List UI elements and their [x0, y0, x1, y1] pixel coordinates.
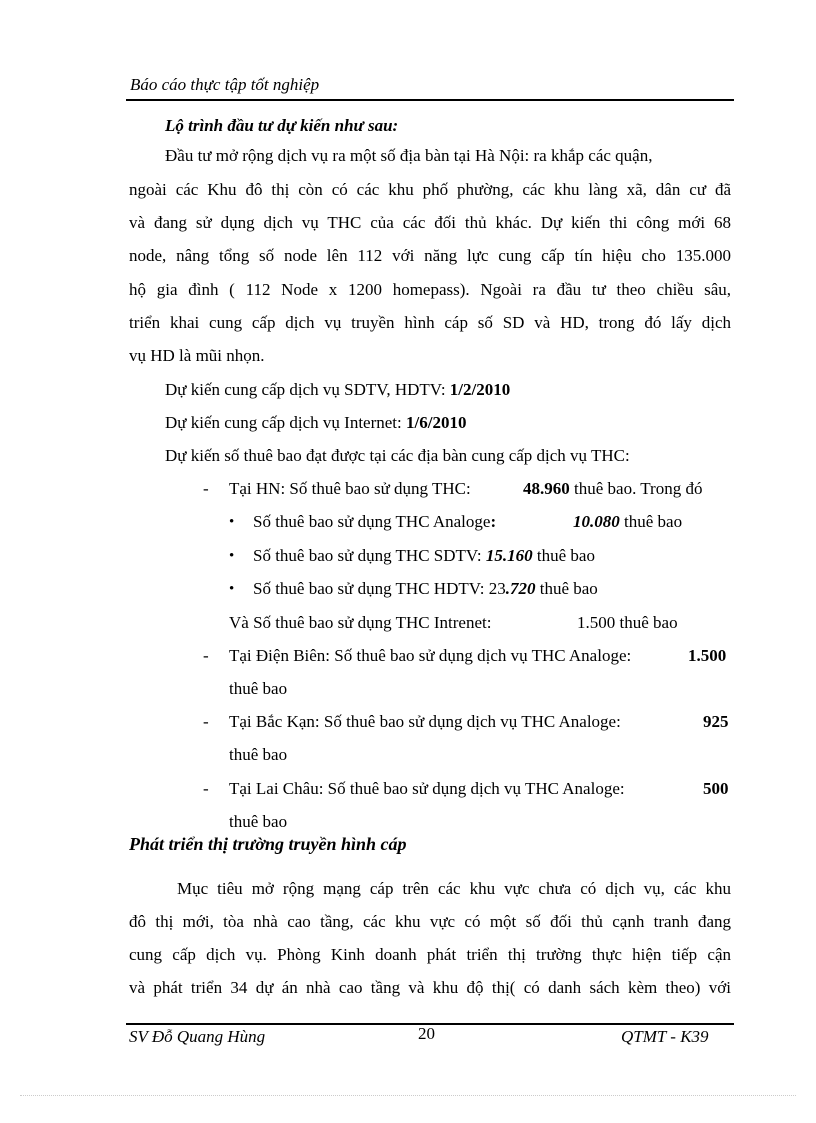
footer-author: SV Đỗ Quang Hùng [129, 1027, 266, 1046]
paragraph-line-3: và đang sử dụng dịch vụ THC của các đối thủ khác. Dự kiến thi công mới 68 [129, 213, 731, 232]
hn-analoge-colon: : [490, 512, 497, 531]
paragraph-line-2: ngoài các Khu đô thị còn có các khu phố phường, các khu làng xã, dân cư đã [129, 180, 731, 199]
hn-sdtv-label: Số thuê bao sử dụng THC SDTV: [253, 546, 482, 565]
sdtv-label: Dự kiến cung cấp dịch vụ SDTV, HDTV: [165, 380, 450, 399]
hn-hdtv-value-plain: 23 [488, 579, 506, 598]
page-number: 20 [418, 1024, 435, 1043]
paragraph-line-5: hộ gia đình ( 112 Node x 1200 homepass). Ngoài ra đầu tư theo chiều sâu, [129, 280, 731, 299]
bac-kan-value: 925 [703, 712, 729, 731]
hn-value: 48.960 [523, 479, 570, 498]
dien-bien-value: 1.500 [688, 646, 727, 665]
hn-internet-label: Và Số thuê bao sử dụng THC Intrenet: [229, 613, 492, 632]
header-rule [126, 99, 734, 101]
lai-chau-unit: thuê bao [229, 812, 288, 831]
paragraph2-line-4: và phát triển 34 dự án nhà cao tầng và khu độ thị( có danh sách kèm theo) với [129, 978, 731, 997]
bac-kan-unit: thuê bao [229, 745, 288, 764]
list-dash: - [203, 479, 209, 498]
paragraph2-line-3: cung cấp dịch vụ. Phòng Kinh doanh phát triển thị trường thực hiện tiếp cận [129, 945, 731, 964]
section-heading-investment-roadmap: Lộ trình đầu tư dự kiến như sau: [165, 116, 399, 135]
list-dash: - [203, 712, 209, 731]
hn-analoge-text: Số thuê bao sử dụng THC Analoge [253, 512, 491, 531]
bullet-icon: • [229, 548, 235, 564]
paragraph2-line-2: đô thị mới, tòa nhà cao tầng, các khu vực có một số đối thủ cạnh tranh đang [129, 912, 731, 931]
lai-chau-label: Tại Lai Châu: Số thuê bao sử dụng dịch vụ THC Analoge: [229, 779, 625, 798]
hn-sdtv-line [253, 546, 595, 566]
bac-kan-label: Tại Bắc Kạn: Số thuê bao sử dụng dịch vụ THC Analoge: [229, 712, 621, 731]
hn-sdtv-unit: thuê bao [532, 546, 595, 565]
lai-chau-value: 500 [703, 779, 729, 798]
paragraph-line-6: triển khai cung cấp dịch vụ truyền hình cáp số SD và HD, trong đó lấy dịch [129, 313, 731, 332]
paragraph-line-1: Đầu tư mở rộng dịch vụ ra một số địa bàn tại Hà Nội: ra khắp các quận, [165, 146, 653, 165]
dien-bien-label: Tại Điện Biên: Số thuê bao sử dụng dịch vụ THC Analoge: [229, 646, 632, 665]
hn-analoge-unit: thuê bao [619, 512, 683, 531]
hn-analoge-value: 10.080 [573, 512, 620, 531]
subscribers-intro: Dự kiến số thuê bao đạt được tại các địa bàn cung cấp dịch vụ THC: [165, 446, 630, 465]
hn-hdtv-label: Số thuê bao sử dụng THC HDTV: [253, 579, 485, 598]
footer-class-code: QTMT - K39 [621, 1027, 709, 1046]
page-header-title: Báo cáo thực tập tốt nghiệp [130, 75, 320, 94]
internet-label: Dự kiến cung cấp dịch vụ Internet: [165, 413, 406, 432]
hn-hdtv-value-bold: .720 [505, 579, 536, 598]
sdtv-hdtv-date-line [165, 380, 510, 400]
bullet-icon: • [229, 581, 235, 597]
paragraph-line-7: vụ HD là mũi nhọn. [129, 346, 265, 365]
hn-sdtv-value: 15.160 [485, 546, 533, 565]
hn-hdtv-line [253, 579, 598, 599]
dien-bien-unit: thuê bao [229, 679, 288, 698]
bullet-icon: • [229, 514, 235, 530]
internet-date-line [165, 413, 466, 433]
paragraph-line-4: node, nâng tổng số node lên 112 với năng lực cung cấp tín hiệu cho 135.000 [129, 246, 731, 265]
hn-label: Tại HN: Số thuê bao sử dụng THC: [229, 479, 471, 498]
hn-value-line [523, 479, 702, 499]
hn-suffix: thuê bao. Trong đó [569, 479, 703, 498]
list-dash: - [203, 779, 209, 798]
hn-analoge-value-line [573, 512, 682, 532]
sdtv-date: 1/2/2010 [449, 380, 511, 399]
section-heading-market-development: Phát triển thị trường truyền hình cáp [129, 834, 407, 854]
page-bottom-dotted-divider [20, 1095, 796, 1096]
list-dash: - [203, 646, 209, 665]
hn-analoge-label [253, 512, 496, 532]
hn-internet-value: 1.500 thuê bao [577, 613, 678, 632]
hn-hdtv-unit: thuê bao [535, 579, 598, 598]
paragraph2-line-1: Mục tiêu mở rộng mạng cáp trên các khu vực chưa có dịch vụ, các khu [177, 879, 731, 898]
internet-date: 1/6/2010 [406, 413, 467, 432]
